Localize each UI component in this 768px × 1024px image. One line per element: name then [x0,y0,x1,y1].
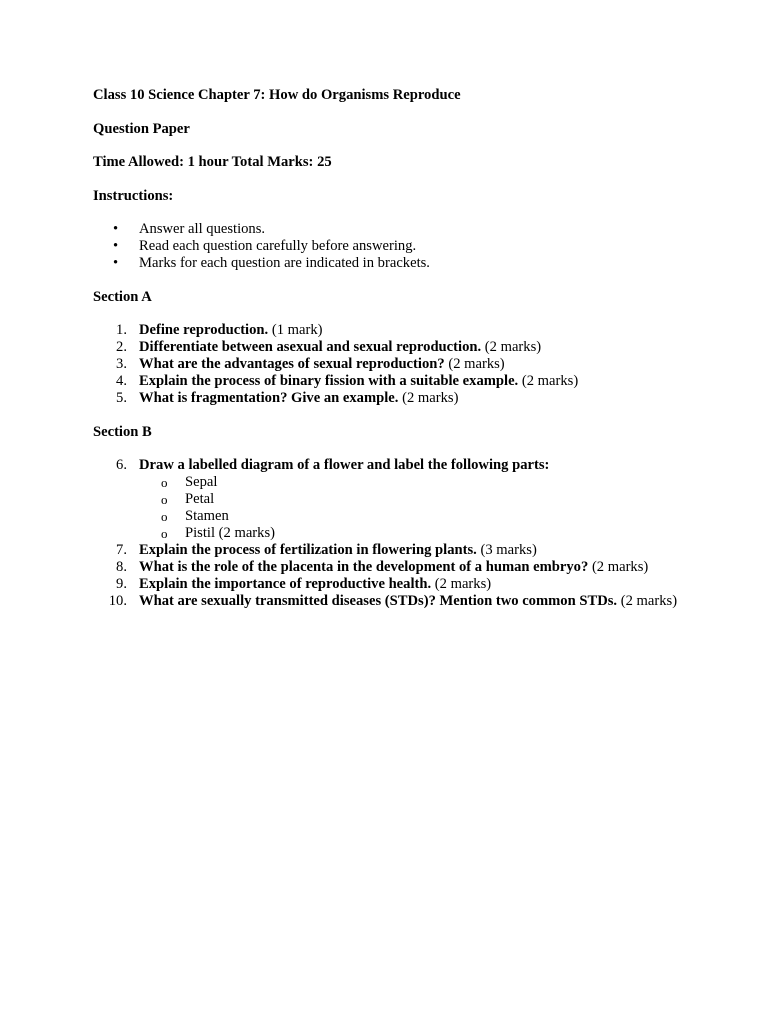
section-a-questions [93,322,683,407]
question-text: Differentiate between asexual and sexual reproduction. [139,339,482,355]
bullet-icon: • [113,221,119,237]
bullet-icon: • [113,238,119,254]
instruction-text: Read each question carefully before answering. [139,238,417,254]
question-marks: (2 marks) [434,576,492,592]
question-marks: (2 marks) [620,593,678,609]
question-number: 1. [116,322,127,338]
time-and-marks: Time Allowed: 1 hour Total Marks: 25 [93,154,332,170]
instructions-heading: Instructions: [93,187,174,204]
section-b-questions [93,457,683,610]
flower-part-text: Sepal [185,474,218,490]
question-text: Define reproduction. [139,322,269,338]
question-item [93,339,683,356]
question-number: 4. [116,373,127,389]
instruction-item [93,238,683,255]
question-marks: (2 marks) [448,356,505,372]
question-number: 3. [116,356,127,372]
question-text: Explain the importance of reproductive health. [139,576,432,592]
question-item [93,457,683,542]
circle-bullet-icon: o [161,526,168,541]
flower-part-text: Petal [185,491,215,507]
question-marks: (2 marks) [521,373,579,389]
flower-part-text: Stamen [185,508,229,524]
question-item [93,576,683,593]
question-marks: (2 marks) [402,390,459,406]
circle-bullet-icon: o [161,475,168,490]
instruction-item [93,221,683,238]
bullet-icon: • [113,255,119,271]
question-number: 2. [116,339,127,355]
document-title: Class 10 Science Chapter 7: How do Organisms Reproduce [93,87,461,103]
question-number: 10. [108,593,127,609]
flower-part-item [139,491,683,508]
question-marks: (1 mark) [271,322,323,338]
question-number: 7. [116,542,127,558]
question-number: 8. [116,559,127,575]
question-text: Draw a labelled diagram of a flower and label the following parts: [139,457,550,473]
circle-bullet-icon: o [161,492,168,507]
question-item [93,593,683,610]
flower-part-item [139,508,683,525]
question-number: 9. [116,576,127,592]
instructions-list [93,221,683,272]
question-text: What is fragmentation? Give an example. [139,390,399,406]
question-marks: (2 marks) [484,339,542,355]
question-item [93,356,683,373]
question-text: What is the role of the placenta in the development of a human embryo? [139,559,589,575]
question-number: 6. [116,457,127,473]
section-a-heading: Section A [93,288,152,305]
question-marks: (2 marks) [591,559,649,575]
question-paper-page [93,87,683,627]
question-item [93,390,683,407]
question-text: What are the advantages of sexual reproduction? [139,356,445,372]
question-item [93,559,683,576]
flower-part-text: Pistil (2 marks) [185,525,275,541]
circle-bullet-icon: o [161,509,168,524]
flower-parts-list [139,474,683,542]
flower-part-item [139,525,683,542]
flower-part-item [139,474,683,491]
document-subtitle: Question Paper [93,120,190,137]
question-text: Explain the process of binary fission with a suitable example. [139,373,519,389]
section-b-heading: Section B [93,423,152,440]
question-item [93,322,683,339]
question-text: Explain the process of fertilization in flowering plants. [139,542,477,558]
question-item [93,542,683,559]
question-text: What are sexually transmitted diseases (STDs)? Mention two common STDs. [139,593,618,609]
question-marks: (3 marks) [480,542,537,558]
instruction-text: Answer all questions. [139,221,266,237]
instruction-text: Marks for each question are indicated in brackets. [139,255,430,271]
question-item [93,373,683,390]
instruction-item [93,255,683,272]
question-number: 5. [116,390,127,406]
